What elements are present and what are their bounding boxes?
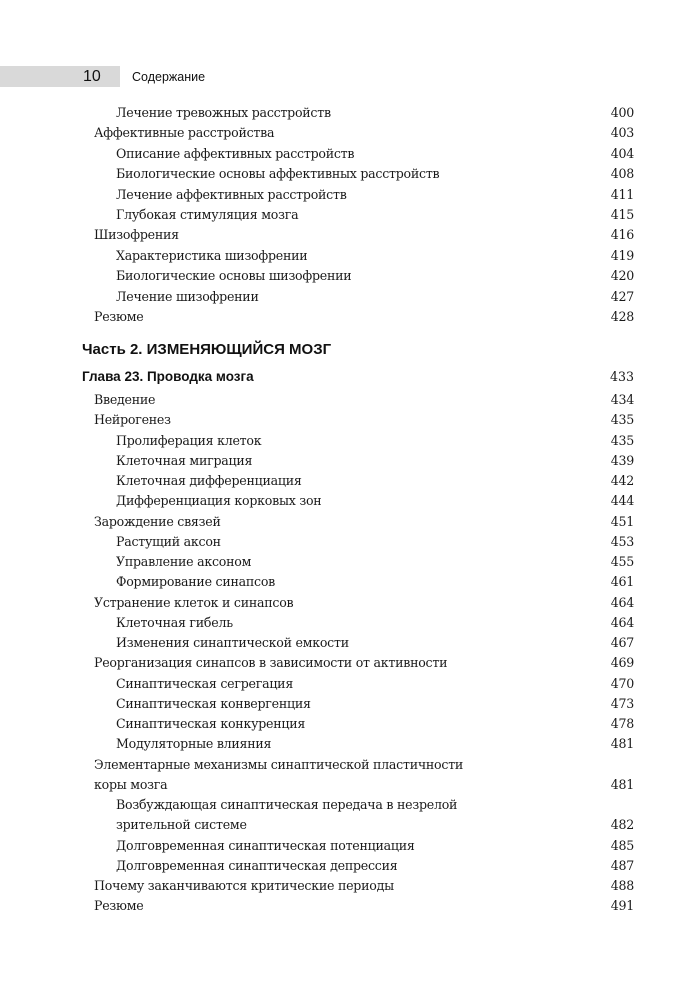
toc-entry-title: коры мозга [94, 776, 168, 792]
toc-entry [0, 572, 694, 592]
toc-entry [0, 815, 694, 835]
toc-entry-page: 469 [610, 655, 634, 671]
toc-entry-title: Лечение шизофрении [116, 288, 259, 304]
toc-entry-title: Нейрогенез [94, 412, 171, 428]
toc-entry-title: Почему заканчиваются критические периоды [94, 878, 394, 893]
toc-entry [0, 674, 694, 694]
toc-entry-title: Клеточная миграция [116, 452, 253, 468]
toc-entry [0, 694, 694, 714]
toc-entry-title: Шизофрения [94, 227, 179, 243]
toc-entry-page: 491 [610, 898, 634, 914]
toc-entry-title: Растущий аксон [116, 533, 221, 549]
toc-entry-page: 434 [610, 392, 634, 407]
toc-entry [0, 287, 694, 307]
toc-entry-page: 455 [610, 554, 634, 569]
toc-entry-page: 427 [610, 288, 634, 304]
toc-entry-page: 470 [610, 675, 634, 691]
toc-entry-page: 488 [610, 878, 634, 893]
toc-entry-page: 453 [610, 533, 634, 549]
toc-entry-title: Зарождение связей [94, 513, 221, 529]
toc-entry [0, 896, 694, 916]
toc-entry-title: Дифференциация корковых зон [116, 493, 322, 509]
toc-entry-page: 411 [610, 186, 634, 202]
toc-entry-title: Резюме [94, 309, 144, 324]
toc-entry [0, 593, 694, 613]
page-number: 10 [83, 68, 101, 85]
toc-entry [0, 164, 694, 184]
toc-entry-page: 481 [610, 776, 634, 792]
toc-entry-title: Клеточная дифференциация [116, 473, 302, 488]
toc-entry-page: 467 [610, 635, 634, 650]
toc-entry-title: Глубокая стимуляция мозга [116, 207, 299, 222]
chapter-title: Глава 23. Проводка мозга [82, 369, 254, 384]
toc-entry-title: Синаптическая конвергенция [116, 695, 311, 711]
chapter-heading [0, 367, 694, 387]
toc-entry [0, 431, 694, 451]
toc-entry-title: Возбуждающая синаптическая передача в незрелой [116, 797, 458, 812]
toc-entry-title: Синаптическая конкуренция [116, 716, 306, 731]
toc-entry [0, 246, 694, 266]
toc-entry [0, 451, 694, 471]
toc-entry [0, 266, 694, 286]
toc-entry [0, 532, 694, 552]
toc-entry-title: Введение [94, 392, 156, 407]
toc-entry-page: 400 [610, 105, 634, 120]
toc-entry [0, 552, 694, 572]
toc-entry-page: 439 [610, 452, 634, 468]
toc-entry [0, 491, 694, 511]
toc-entry [0, 856, 694, 876]
toc-entry-title: Управление аксоном [116, 554, 252, 569]
toc-entry [0, 613, 694, 633]
toc-entry [0, 390, 694, 410]
toc-entry [0, 103, 694, 123]
toc-entry [0, 512, 694, 532]
toc-entry-title: Формирование синапсов [116, 574, 275, 590]
part-heading: Часть 2. ИЗМЕНЯЮЩИЙСЯ МОЗГ [82, 341, 332, 358]
toc-entry-title: Лечение аффективных расстройств [116, 186, 347, 202]
toc-entry-page: 485 [610, 837, 634, 853]
toc-entry [0, 714, 694, 734]
toc-entry-page: 464 [610, 594, 634, 610]
toc-entry-title: зрительной системе [116, 817, 247, 833]
toc-entry-page: 403 [610, 125, 634, 141]
toc-entry-page: 408 [610, 166, 634, 182]
toc-entry [0, 471, 694, 491]
toc-entry-title: Биологические основы аффективных расстройств [116, 166, 440, 182]
toc-entry [0, 185, 694, 205]
toc-entry-page: 487 [610, 857, 634, 873]
toc-entry-title: Аффективные расстройства [94, 125, 275, 141]
toc-entry-title: Долговременная синаптическая депрессия [116, 857, 398, 873]
toc-entry-title: Лечение тревожных расстройств [116, 105, 331, 120]
toc-entry [0, 734, 694, 754]
toc-entry-title: Реорганизация синапсов в зависимости от активности [94, 655, 448, 671]
toc-entry-page: 420 [610, 268, 634, 284]
toc-entry-title: Описание аффективных расстройств [116, 145, 355, 161]
toc-entry-page: 419 [610, 247, 634, 263]
toc-entry-title: Характеристика шизофрении [116, 247, 308, 263]
toc-entry-title: Биологические основы шизофрении [116, 268, 352, 284]
toc-entry-page: 461 [610, 574, 634, 590]
chapter-page: 433 [609, 369, 634, 384]
toc-entry [0, 144, 694, 164]
toc-entry [0, 653, 694, 673]
toc-entry-page: 482 [610, 817, 634, 833]
toc-entry-page: 478 [610, 716, 634, 731]
toc-entry-title: Клеточная гибель [116, 614, 233, 630]
toc-entry [0, 876, 694, 896]
toc-entry [0, 225, 694, 245]
toc-entry-page: 428 [610, 309, 634, 324]
toc-entry-title: Резюме [94, 898, 144, 914]
toc-entry [0, 755, 694, 775]
running-title: Содержание [132, 70, 206, 84]
toc-entry-page: 481 [610, 736, 634, 752]
toc-entry-page: 435 [610, 412, 634, 428]
toc-entry [0, 307, 694, 327]
toc-entry [0, 836, 694, 856]
toc-entry-title: Пролиферация клеток [116, 432, 262, 448]
toc-entry-page: 473 [610, 695, 634, 711]
toc-entry-title: Модуляторные влияния [116, 736, 272, 752]
toc-entry-title: Устранение клеток и синапсов [94, 594, 294, 610]
toc-entry [0, 410, 694, 430]
toc-entry-page: 464 [610, 614, 634, 630]
toc-entry [0, 775, 694, 795]
header-band [0, 66, 120, 87]
toc-entry-title: Долговременная синаптическая потенциация [116, 837, 415, 853]
toc-entry-page: 444 [610, 493, 634, 509]
toc-entry-page: 404 [610, 145, 634, 161]
toc-entry-page: 415 [610, 207, 634, 222]
toc-entry-page: 435 [610, 432, 634, 448]
toc-entry [0, 633, 694, 653]
toc-entry-title: Элементарные механизмы синаптической пластичности [94, 756, 464, 772]
toc-entry [0, 205, 694, 225]
toc-entry-page: 451 [610, 513, 634, 529]
toc-entry-page: 442 [610, 473, 634, 488]
toc-entry [0, 123, 694, 143]
toc-entry-page: 416 [610, 227, 634, 243]
toc-entry [0, 795, 694, 815]
toc-entry-title: Синаптическая сегрегация [116, 675, 294, 691]
toc-entry-title: Изменения синаптической емкости [116, 635, 349, 650]
